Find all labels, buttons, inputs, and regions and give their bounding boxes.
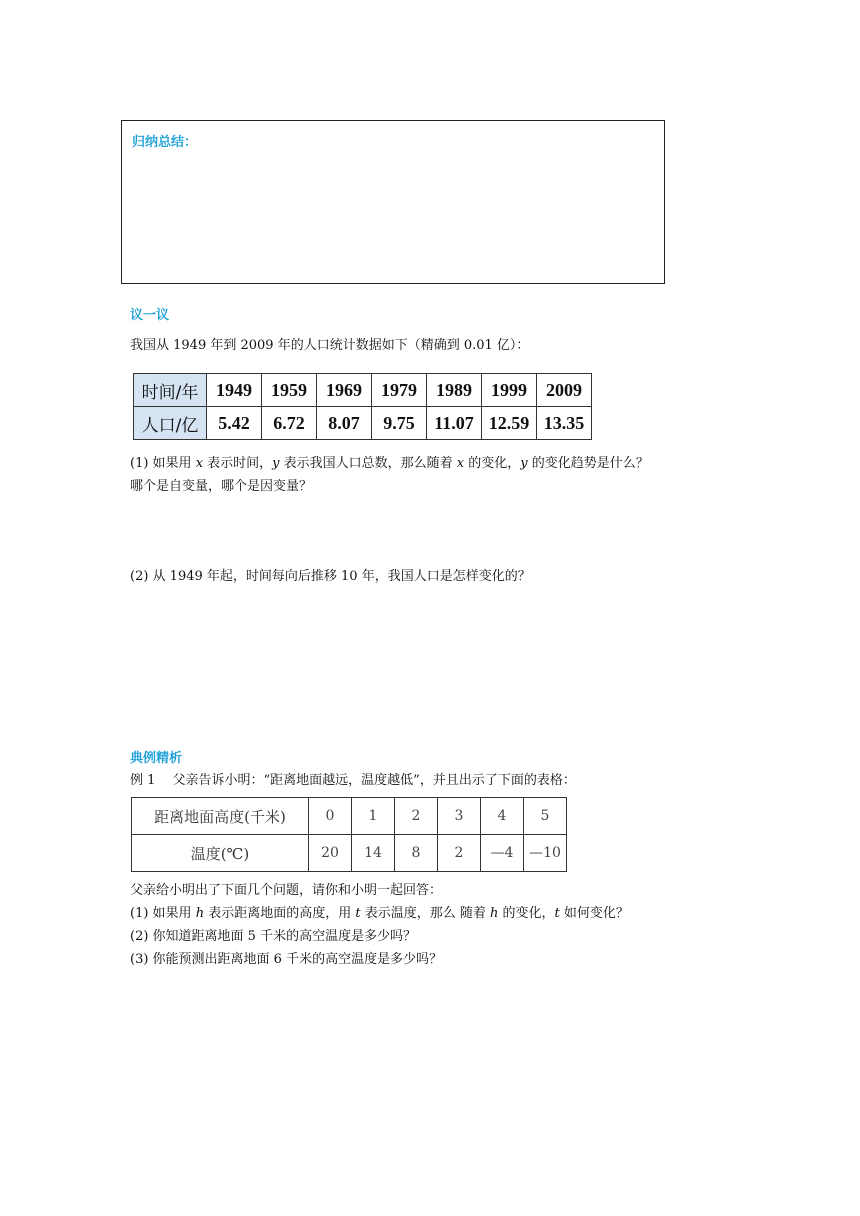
temperature-cell: —4 <box>481 835 524 872</box>
height-cell: 1 <box>352 798 395 835</box>
question-text: 的变化， <box>464 456 521 471</box>
year-cell: 1969 <box>317 374 372 407</box>
population-cell: 12.59 <box>482 407 537 440</box>
discuss-question-1 <box>130 453 649 475</box>
discuss-question-2: (2) 从 1949 年起，时间每向后推移 10 年，我国人口是怎样变化的？ <box>130 569 531 584</box>
year-cell: 1949 <box>207 374 262 407</box>
question-text: 表示距离地面的高度，用 <box>204 906 356 921</box>
variable-h: h <box>195 906 205 921</box>
variable-y: y <box>272 456 280 471</box>
year-cell: 1979 <box>372 374 427 407</box>
example-intro: 例 1 父亲告诉小明：“距离地面越远，温度越低”，并且出示了下面的表格： <box>130 773 576 788</box>
height-cell: 3 <box>438 798 481 835</box>
question-text: 的变化， <box>498 906 555 921</box>
population-cell: 6.72 <box>262 407 317 440</box>
variable-t: t <box>355 906 361 921</box>
example-question-1 <box>130 903 629 925</box>
population-cell: 5.42 <box>207 407 262 440</box>
question-text: 表示时间， <box>203 456 273 471</box>
example-lead: 父亲给小明出了下面几个问题，请你和小明一起回答： <box>130 883 443 898</box>
table-row <box>134 374 592 407</box>
question-text: 表示我国人口总数，那么随着 <box>279 456 457 471</box>
population-cell: 13.35 <box>537 407 592 440</box>
population-table <box>133 373 592 440</box>
variable-x: x <box>456 456 465 471</box>
variable-t: t <box>554 906 560 921</box>
discuss-question-1-line2: 哪个是自变量，哪个是因变量？ <box>130 479 313 494</box>
question-text: 的变化趋势是什么？ <box>527 456 649 471</box>
temperature-cell: 2 <box>438 835 481 872</box>
table-row <box>132 798 567 835</box>
variable-x: x <box>195 456 204 471</box>
question-text: (1) 如果用 <box>130 456 196 471</box>
year-cell: 2009 <box>537 374 592 407</box>
question-text: 表示温度，那么 随着 <box>360 906 490 921</box>
example-heading: 典例精析 <box>130 751 183 766</box>
row-label-temperature: 温度(℃) <box>132 835 309 872</box>
height-cell: 0 <box>309 798 352 835</box>
year-cell: 1999 <box>482 374 537 407</box>
temperature-cell: 8 <box>395 835 438 872</box>
temperature-cell: 14 <box>352 835 395 872</box>
discuss-heading: 议一议 <box>130 308 170 323</box>
row-label-population: 人口/亿 <box>134 407 207 440</box>
summary-box <box>121 120 665 284</box>
variable-h: h <box>489 906 499 921</box>
question-text: 如何变化？ <box>559 906 629 921</box>
height-cell: 2 <box>395 798 438 835</box>
height-cell: 4 <box>481 798 524 835</box>
table-row <box>132 835 567 872</box>
height-cell: 5 <box>524 798 567 835</box>
population-cell: 8.07 <box>317 407 372 440</box>
row-label-time: 时间/年 <box>134 374 207 407</box>
discuss-intro: 我国从 1949 年到 2009 年的人口统计数据如下（精确到 0.01 亿）： <box>130 338 530 353</box>
variable-y: y <box>520 456 528 471</box>
temperature-table <box>131 797 567 872</box>
row-label-height: 距离地面高度(千米) <box>132 798 309 835</box>
temperature-cell: 20 <box>309 835 352 872</box>
example-question-2: (2) 你知道距离地面 5 千米的高空温度是多少吗？ <box>130 929 417 944</box>
example-question-3: (3) 你能预测出距离地面 6 千米的高空温度是多少吗？ <box>130 952 443 967</box>
table-row <box>134 407 592 440</box>
year-cell: 1989 <box>427 374 482 407</box>
population-cell: 9.75 <box>372 407 427 440</box>
question-text: (1) 如果用 <box>130 906 196 921</box>
temperature-cell: —10 <box>524 835 567 872</box>
population-cell: 11.07 <box>427 407 482 440</box>
year-cell: 1959 <box>262 374 317 407</box>
summary-title: 归纳总结： <box>132 135 198 150</box>
